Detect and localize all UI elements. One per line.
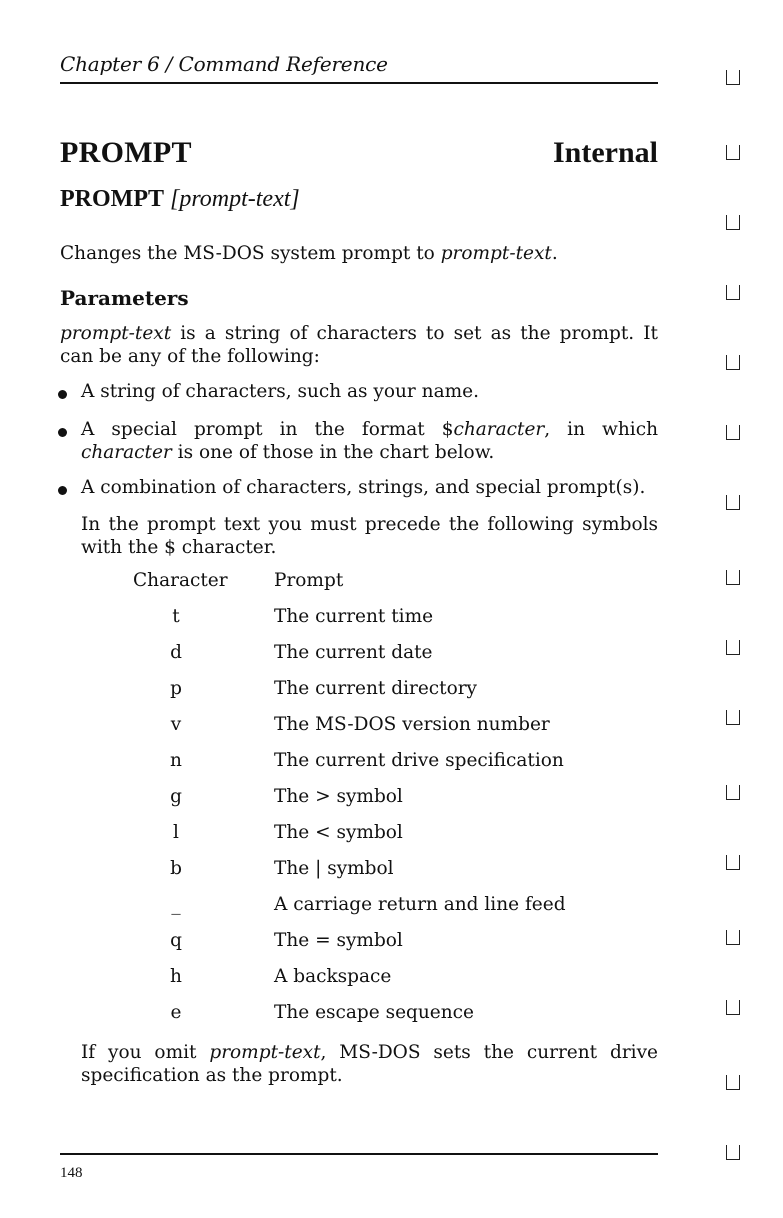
bullet-2-mid: , in which [544,419,659,440]
syntax-line [60,186,300,213]
table-cell-character: d [170,642,182,663]
running-head: Chapter 6 / Command Reference [60,52,388,76]
bullet-2-suffix: is one of those in the chart below. [171,442,495,463]
table-cell-prompt: The escape sequence [274,1002,474,1023]
binder-mark [726,355,740,370]
table-cell-character: t [172,606,180,627]
table-cell-character: _ [171,894,181,915]
binder-mark [726,1075,740,1090]
parameters-heading: Parameters [60,286,189,310]
table-cell-prompt: The > symbol [274,786,403,807]
parameters-intro-text: is a string of characters to set as the prompt. It can be any of the following: [60,323,658,367]
table-cell-prompt: A carriage return and line feed [274,894,566,915]
binder-mark [726,145,740,160]
table-cell-character: n [170,750,182,771]
description-suffix: . [551,243,558,264]
table-cell-character: g [170,786,182,807]
binder-mark [726,425,740,440]
closing-text [81,1041,658,1087]
binder-mark [726,215,740,230]
table-cell-prompt: The | symbol [274,858,394,879]
page-number: 148 [60,1165,83,1181]
bullet-2-arg: character [453,419,545,440]
table-cell-character: b [170,858,182,879]
binder-mark [726,1000,740,1015]
bullet-1: A string of characters, such as your name. [81,381,479,402]
bullet-dot-1 [58,390,67,399]
bullet-dot-2 [58,428,67,437]
table-cell-character: v [170,714,182,735]
command-type: Internal [553,136,658,169]
binder-mark [726,70,740,85]
description-prefix: Changes the MS-DOS system prompt to [60,243,441,264]
table-header-prompt: Prompt [274,570,344,591]
table-cell-prompt: The current drive specification [274,750,564,771]
table-cell-prompt: The current directory [274,678,478,699]
binder-mark [726,710,740,725]
bullet-dot-3 [58,486,67,495]
command-title: PROMPT [60,136,192,169]
bullet-3: A combination of characters, strings, and special prompt(s). [81,477,646,498]
closing-prefix: If you omit [81,1042,210,1063]
bullet-2-arg2: character [81,442,172,463]
table-cell-prompt: The current time [274,606,434,627]
parameters-intro [60,322,658,368]
description-arg: prompt-text [440,243,552,264]
binder-mark [726,930,740,945]
symbols-note: In the prompt text you must precede the following symbols with the $ character. [81,514,658,558]
syntax-keyword: PROMPT [60,186,164,212]
binder-mark [726,1145,740,1160]
table-cell-prompt: The MS-DOS version number [274,714,550,735]
closing-arg: prompt-text [209,1042,321,1063]
description [60,242,658,265]
binder-mark [726,640,740,655]
header-rule [60,82,658,84]
table-cell-character: p [170,678,182,699]
table-cell-character: h [170,966,182,987]
table-cell-prompt: The = symbol [274,930,403,951]
table-cell-character: l [173,822,179,843]
parameters-intro-arg: prompt-text [60,323,172,344]
binder-mark [726,285,740,300]
binder-mark [726,495,740,510]
bullet-2-prefix: A special prompt in the format $ [81,419,454,440]
table-cell-character: e [170,1002,182,1023]
table-cell-prompt: The < symbol [274,822,403,843]
syntax-argument: [prompt-text] [169,186,300,212]
bullet-2 [81,418,658,464]
closing-suffix: , MS-DOS sets the current drive specification as the prompt. [81,1042,658,1086]
table-cell-prompt: A backspace [274,966,392,987]
binder-mark [726,785,740,800]
table-cell-character: q [170,930,182,951]
binder-mark [726,855,740,870]
binder-mark [726,570,740,585]
footer-rule [60,1153,658,1155]
table-header-character: Character [133,570,228,591]
table-cell-prompt: The current date [274,642,433,663]
